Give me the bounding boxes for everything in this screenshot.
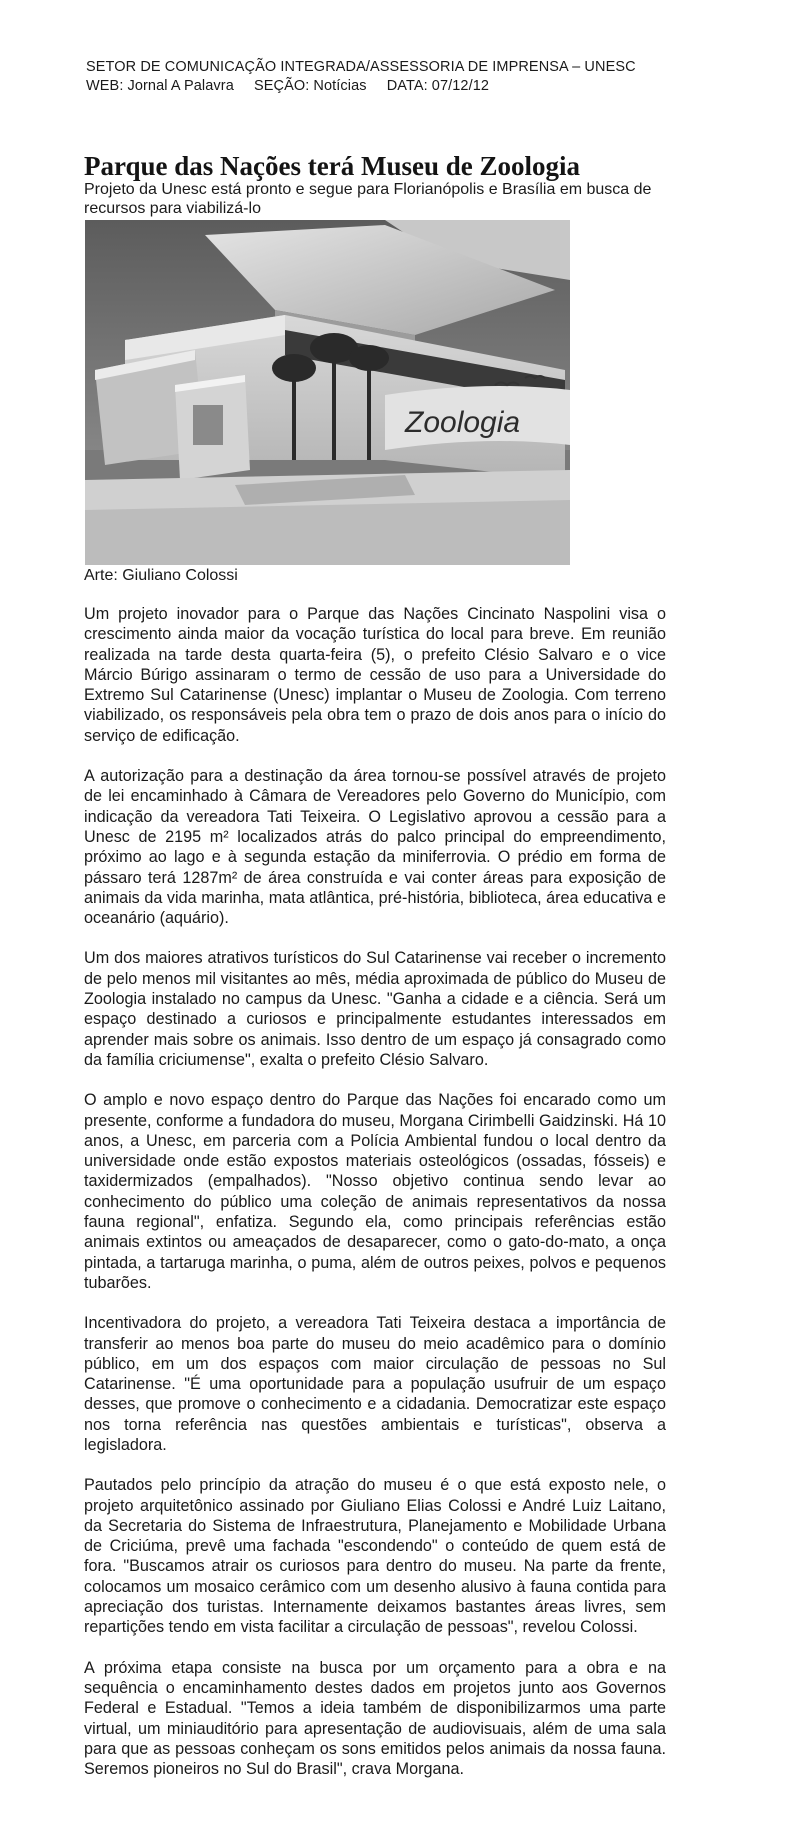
article-title: Parque das Nações terá Museu de Zoologia [84,151,580,182]
date-label: DATA: [386,78,428,94]
article-paragraph: A próxima etapa consiste na busca por um orçamento para a obra e na sequência o encaminhamento destes dados em projetos junto aos Governos Federal e Estadual. "Temos a ideia também de disponibilizarmos uma parte virtual, um miniauditório para apresentação de audiovisuais, além de uma sala para que as pessoas conheçam os sons emitidos pelos animais da nossa fauna. Seremos pioneiros no Sul do Brasil", crava Morgana. [84,1658,666,1779]
image-caption: Arte: Giuliano Colossi [84,567,238,584]
header-web [86,78,242,94]
header-meta [86,77,706,96]
section-value: Notícias [313,78,367,94]
header-section [254,78,375,94]
article-paragraph: Um projeto inovador para o Parque das Nações Cincinato Naspolini visa o crescimento ainda maior da vocação turística do local para breve. Em reunião realizada na tarde desta quarta-feira (5), o prefeito Clésio Salvaro e o vice Márcio Búrigo assinaram o termo de cessão de uso para a Universidade do Extremo Sul Catarinense (Unesc) implantar o Museu de Zoologia. Com terreno viabilizado, os responsáveis pela obra tem o prazo de dois anos para o início do serviço de edificação. [84,605,666,745]
section-label: SEÇÃO: [254,78,310,94]
header-department: SETOR DE COMUNICAÇÃO INTEGRADA/ASSESSORIA DE IMPRENSA – UNESC [86,59,636,75]
zoologia-sign-text: Zoologia [405,406,521,439]
press-office-header [86,58,706,96]
date-value: 07/12/12 [431,78,490,94]
article-body [84,604,666,1799]
web-label: WEB: [86,78,124,94]
header-date [387,78,497,94]
museum-rendering-image [85,220,570,565]
article-paragraph: A autorização para a destinação da área tornou-se possível através de projeto de lei encaminhado à Câmara de Vereadores pelo Governo do Município, com indicação da vereadora Tati Teixeira. O Legislativo aprovou a cessão para a Unesc de 2195 m² localizados atrás do palco principal do empreendimento, próximo ao lago e à segunda estação da miniferrovia. O prédio em forma de pássaro terá 1287m² de área construída e vai conter áreas para exposição de animais da vida marinha, mata atlântica, pré-história, biblioteca, área educativa e oceanário (aquário). [84,767,666,928]
web-value: Jornal A Palavra [127,78,234,94]
article-paragraph: Pautados pelo princípio da atração do museu é o que está exposto nele, o projeto arquitetônico assinado por Giuliano Elias Colossi e André Luiz Laitano, da Secretaria do Sistema de Infraestrutura, Planejamento e Mobilidade Urbana de Criciúma, prevê uma fachada "escondendo" o conteúdo de quem está de fora. "Buscamos atrair os curiosos para dentro do museu. Na parte da frente, colocamos um mosaico cerâmico com um desenho alusivo à fauna contida para apreciação dos turistas. Internamente deixamos bastantes áreas livres, sem repartições tendo em vista facilitar a circulação de pessoas", revelou Colossi. [84,1476,666,1637]
article-paragraph: O amplo e novo espaço dentro do Parque das Nações foi encarado como um presente, conforme a fundadora do museu, Morgana Cirimbelli Gaidzinski. Há 10 anos, a Unesc, em parceria com a Polícia Ambiental fundou o local dentro da universidade onde estão expostos materiais osteológicos (ossadas, fósseis) e taxidermizados (empalhados). "Nosso objetivo continua sendo levar ao conhecimento do público uma coleção de animais representativos da nossa fauna regional", enfatiza. Segundo ela, como principais referências estão animais extintos ou ameaçados de desaparecer, como o gato-do-mato, a onça pintada, a tartaruga marinha, o puma, além de outros peixes, polvos e pequenos tubarões. [84,1091,666,1292]
museum-rendering-svg [85,220,570,565]
article-paragraph: Incentivadora do projeto, a vereadora Tati Teixeira destaca a importância de transferir ao menos boa parte do museu do meio acadêmico para o domínio público, em um dos espaços com maior circulação de pessoas no Sul Catarinense. "É uma oportunidade para a população usufruir de um espaço desses, que promove o conhecimento e a cidadania. Democratizar este espaço nos torna referência nas questões ambientais e turísticas", observa a legisladora. [84,1314,666,1454]
article-paragraph: Um dos maiores atrativos turísticos do Sul Catarinense vai receber o incremento de pelo menos mil visitantes ao mês, média aproximada de público do Museu de Zoologia instalado no campus da Unesc. "Ganha a cidade e a ciência. Será um espaço destinado a curiosos e principalmente estudantes interessados em aprender mais sobre os animais. Isso dentro de um espaço já consagrado como da família criciumense", exalta o prefeito Clésio Salvaro. [84,949,666,1069]
article-subtitle: Projeto da Unesc está pronto e segue para Florianópolis e Brasília em busca de recursos para viabilizá-lo [84,181,652,217]
